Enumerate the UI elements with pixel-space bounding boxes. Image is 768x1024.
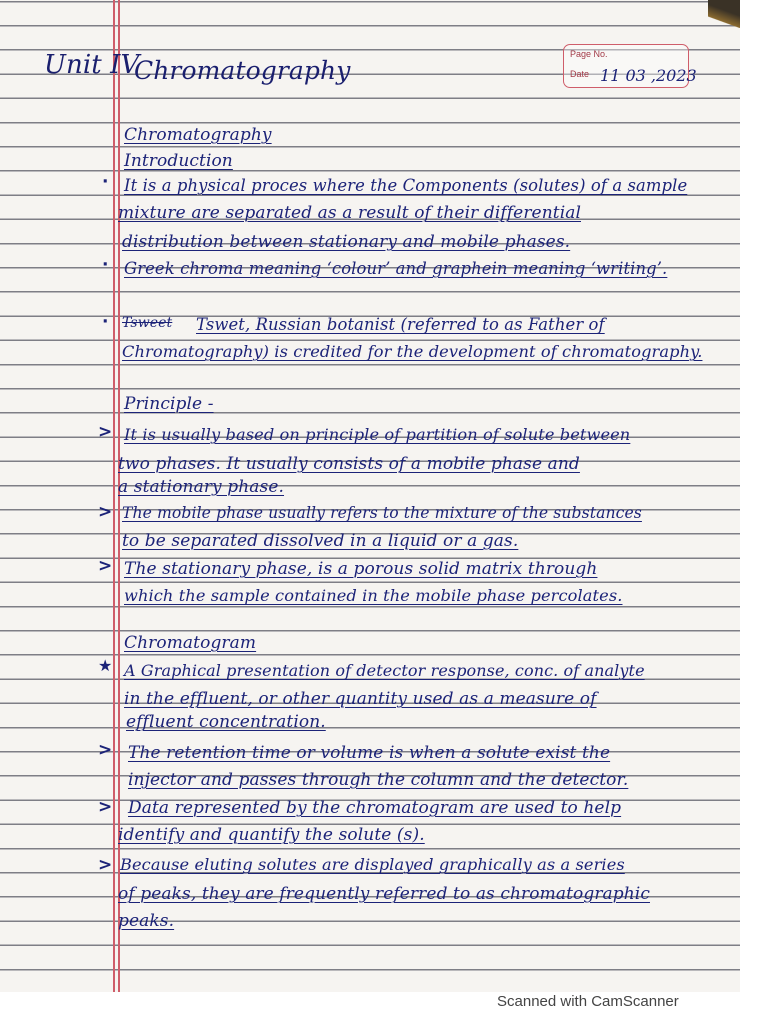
struck-out-word: Tsweet xyxy=(122,315,173,331)
text-line: which the sample contained in the mobile phase percolates. xyxy=(124,586,623,605)
page-date-box xyxy=(563,44,697,88)
scanner-watermark: Scanned with CamScanner xyxy=(497,993,679,1010)
section-heading-chromatogram: Chromatogram xyxy=(124,633,257,653)
section-heading-principle: Principle - xyxy=(124,394,214,414)
text-line: The stationary phase, is a porous solid matrix through xyxy=(124,559,598,579)
section-heading-introduction: Introduction xyxy=(124,151,233,171)
text-line: peaks. xyxy=(118,911,175,931)
text-line: effluent concentration. xyxy=(126,712,326,732)
page-no-label: Page No. xyxy=(570,49,608,59)
date-label: Date xyxy=(570,69,590,79)
page-title: Chromatography xyxy=(134,56,351,85)
text-line: injector and passes through the column and the detector. xyxy=(128,770,629,790)
text-line: identify and quantify the solute (s). xyxy=(118,825,425,845)
text-line: A Graphical presentation of detector response, conc. of analyte xyxy=(124,661,645,680)
arrow-bullet: > xyxy=(98,740,113,760)
section-heading-chromatography: Chromatography xyxy=(124,125,272,145)
text-line: Data represented by the chromatogram are used to help xyxy=(128,798,622,818)
arrow-bullet: > xyxy=(98,797,113,817)
text-line: The mobile phase usually refers to the mixture of the substances xyxy=(122,504,642,522)
arrow-bullet: > xyxy=(98,855,113,875)
dot-bullet: · xyxy=(102,172,109,192)
arrow-bullet: > xyxy=(98,556,113,576)
arrow-bullet: > xyxy=(98,422,113,442)
text-line: Because eluting solutes are displayed graphically as a series xyxy=(120,855,625,874)
dot-bullet: · xyxy=(102,255,109,275)
text-line: Chromatography) is credited for the development of chromatography. xyxy=(122,342,703,361)
text-line: two phases. It usually consists of a mobile phase and xyxy=(118,454,580,474)
text-line: Greek chroma meaning ‘colour’ and graphein meaning ‘writing’. xyxy=(124,259,668,278)
unit-label: Unit IV xyxy=(44,50,140,80)
text-line: a stationary phase. xyxy=(118,477,285,497)
text-line: It is a physical proces where the Components (solutes) of a sample xyxy=(124,176,688,195)
text-line: distribution between stationary and mobile phases. xyxy=(122,232,571,252)
text-line: of peaks, they are frequently referred to as chromatographic xyxy=(118,884,650,904)
date-value: 11 03 ,2023 xyxy=(600,66,697,85)
text-line: It is usually based on principle of partition of solute between xyxy=(124,425,631,444)
text-line: in the effluent, or other quantity used as a measure of xyxy=(124,689,597,709)
dot-bullet: · xyxy=(102,312,109,332)
star-bullet: ★ xyxy=(98,656,113,675)
text-line: to be separated dissolved in a liquid or a gas. xyxy=(122,531,519,551)
page-corner-shadow xyxy=(708,0,740,28)
arrow-bullet: > xyxy=(98,502,113,522)
margin-line-left xyxy=(113,0,115,992)
text-line: The retention time or volume is when a solute exist the xyxy=(128,743,611,763)
text-line: mixture are separated as a result of their differential xyxy=(118,203,581,223)
text-line: Tswet, Russian botanist (referred to as Father of xyxy=(196,315,605,334)
